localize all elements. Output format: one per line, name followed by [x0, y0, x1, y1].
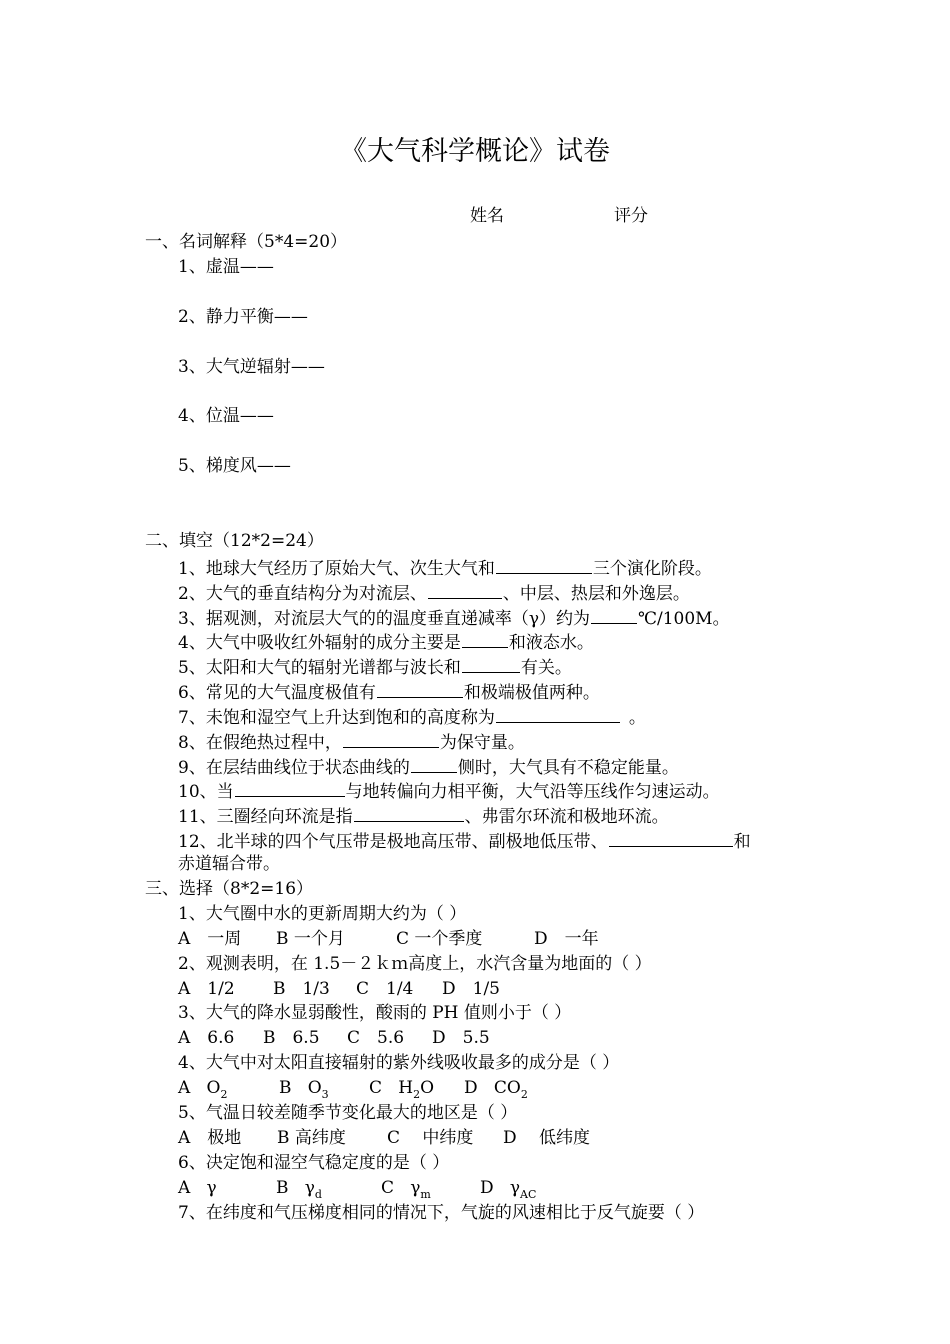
- option-d[interactable]: [464, 1080, 528, 1100]
- option-a[interactable]: [178, 1080, 227, 1100]
- fill-text: 9、在层结曲线位于状态曲线的: [178, 758, 410, 778]
- fill-text: 和液态水。: [508, 633, 594, 653]
- fill-text: 、弗雷尔环流和极地环流。: [464, 807, 669, 827]
- score-label: 评分: [614, 206, 648, 226]
- option-b[interactable]: B 一个月: [276, 929, 345, 949]
- option-c[interactable]: C 中纬度: [387, 1128, 474, 1148]
- option-a[interactable]: A 极地: [178, 1128, 242, 1148]
- fill-text: 有关。: [520, 658, 572, 678]
- option-c[interactable]: C 一个季度: [396, 929, 483, 949]
- fill-text: 5、太阳和大气的辐射光谱都与波长和: [178, 658, 461, 678]
- option-d[interactable]: D 一年: [534, 929, 599, 949]
- formula-subscript: m: [420, 1188, 431, 1201]
- formula-main: γ: [206, 1178, 217, 1198]
- fill-text: 4、大气中吸收红外辐射的成分主要是: [178, 633, 461, 653]
- fill-item-4: [178, 632, 594, 652]
- fill-text: 2、大气的垂直结构分为对流层、: [178, 584, 427, 604]
- option-d[interactable]: D 1/5: [442, 979, 500, 999]
- question-stem: 4、大气中对太阳直接辐射的紫外线吸收最多的成分是（ ）: [178, 1053, 620, 1073]
- formula-subscript: 2: [413, 1088, 421, 1101]
- answer-blank[interactable]: [377, 682, 463, 698]
- option-b[interactable]: B 1/3: [273, 979, 330, 999]
- answer-blank[interactable]: [609, 831, 733, 847]
- answer-blank[interactable]: [411, 757, 457, 773]
- answer-blank[interactable]: [496, 558, 592, 574]
- fill-item-3: [178, 608, 730, 628]
- formula-main: CO: [493, 1078, 521, 1098]
- option-b[interactable]: B 高纬度: [277, 1128, 346, 1148]
- fill-item-8: [178, 732, 525, 752]
- formula-subscript: 2: [520, 1088, 528, 1101]
- question-stem: 6、决定饱和湿空气稳定度的是（ ）: [178, 1153, 450, 1173]
- option-letter: D: [464, 1078, 478, 1098]
- option-b[interactable]: [279, 1080, 329, 1100]
- option-letter: C: [369, 1078, 383, 1098]
- fill-text: 与地转偏向力相平衡，大气沿等压线作匀速运动。: [345, 782, 720, 802]
- fill-item-5: [178, 657, 572, 677]
- option-letter: A: [178, 1178, 191, 1198]
- fill-text: 。: [628, 708, 646, 728]
- fill-item-11: [178, 806, 669, 826]
- term-item: 4、位温——: [178, 406, 274, 426]
- formula-main: γ: [410, 1178, 421, 1198]
- option-d[interactable]: D 低纬度: [503, 1128, 591, 1148]
- option-letter: B: [276, 1178, 289, 1198]
- option-a[interactable]: A 一周: [178, 929, 242, 949]
- option-letter: D: [480, 1178, 494, 1198]
- option-d[interactable]: [480, 1180, 536, 1200]
- option-letter: A: [178, 1078, 191, 1098]
- fill-text: 11、三圈经向环流是指: [178, 807, 353, 827]
- fill-text: 12、北半球的四个气压带是极地高压带、副极地低压带、: [178, 832, 608, 852]
- fill-item-9: [178, 757, 679, 777]
- question-stem: 5、气温日较差随季节变化最大的地区是（ ）: [178, 1103, 518, 1123]
- option-a[interactable]: [178, 1180, 217, 1200]
- option-b[interactable]: B 6.5: [263, 1028, 320, 1048]
- section-3-heading: 三、选择（8*2=16）: [145, 879, 314, 899]
- formula-main: H: [398, 1078, 414, 1098]
- fill-item-7: [178, 707, 646, 727]
- question-stem: 1、大气圈中水的更新周期大约为（ ）: [178, 904, 467, 924]
- answer-blank[interactable]: [235, 781, 345, 797]
- answer-blank[interactable]: [354, 806, 464, 822]
- page-title: 《大气科学概论》试卷: [340, 136, 610, 167]
- option-b[interactable]: [276, 1180, 322, 1200]
- option-d[interactable]: D 5.5: [432, 1028, 490, 1048]
- fill-text: ℃/100M。: [637, 609, 730, 629]
- formula-main: O: [206, 1078, 221, 1098]
- fill-text: 8、在假绝热过程中，: [178, 733, 342, 753]
- term-item: 1、虚温——: [178, 257, 274, 277]
- option-c[interactable]: [381, 1180, 431, 1200]
- option-letter: B: [279, 1078, 292, 1098]
- fill-text: 和: [733, 832, 751, 852]
- fill-text: 和极端极值两种。: [463, 683, 600, 703]
- term-item: 3、大气逆辐射——: [178, 357, 325, 377]
- fill-item-12-continued: 赤道辐合带。: [178, 854, 280, 874]
- fill-text: 6、常见的大气温度极值有: [178, 683, 376, 703]
- option-c[interactable]: C 5.6: [347, 1028, 405, 1048]
- fill-text: 三个演化阶段。: [592, 559, 712, 579]
- fill-item-6: [178, 682, 600, 702]
- fill-text: 3、据观测，对流层大气的的温度垂直递减率（γ）约为: [178, 609, 590, 629]
- option-c[interactable]: C 1/4: [356, 979, 414, 999]
- answer-blank[interactable]: [343, 732, 439, 748]
- option-letter: C: [381, 1178, 395, 1198]
- fill-item-12: [178, 831, 751, 851]
- fill-item-10: [178, 781, 720, 801]
- term-item: 2、静力平衡——: [178, 307, 308, 327]
- formula-subscript: d: [314, 1188, 322, 1201]
- section-1-heading: 一、名词解释（5*4=20）: [145, 232, 348, 252]
- fill-item-2: [178, 583, 690, 603]
- name-label: 姓名: [470, 206, 504, 226]
- section-2-heading: 二、填空（12*2=24）: [145, 531, 324, 551]
- answer-blank[interactable]: [496, 707, 620, 723]
- answer-blank[interactable]: [591, 608, 637, 624]
- formula-main: γ: [509, 1178, 521, 1198]
- answer-blank[interactable]: [428, 583, 502, 599]
- formula-subscript: 2: [220, 1088, 228, 1101]
- formula-main: O: [307, 1078, 322, 1098]
- option-c[interactable]: [369, 1080, 434, 1100]
- fill-text: 7、未饱和湿空气上升达到饱和的高度称为: [178, 708, 495, 728]
- formula-main: γ: [304, 1178, 315, 1198]
- answer-blank[interactable]: [462, 632, 508, 648]
- question-stem: 3、大气的降水显弱酸性，酸雨的 PH 值则小于（ ）: [178, 1003, 572, 1023]
- formula-subscript: 3: [321, 1088, 329, 1101]
- fill-text: 10、当: [178, 782, 234, 802]
- answer-blank[interactable]: [462, 657, 520, 673]
- fill-item-1: [178, 558, 712, 578]
- term-item: 5、梯度风——: [178, 456, 291, 476]
- question-stem: 2、观测表明，在 1.5－２ｋｍ高度上，水汽含量为地面的（ ）: [178, 954, 652, 974]
- option-a[interactable]: A 6.6: [178, 1028, 235, 1048]
- fill-text: 1、地球大气经历了原始大气、次生大气和: [178, 559, 495, 579]
- question-stem: 7、在纬度和气压梯度相同的情况下，气旋的风速相比于反气旋要（ ）: [178, 1203, 705, 1223]
- formula-subscript: AC: [520, 1188, 537, 1201]
- fill-text: 、中层、热层和外逸层。: [502, 584, 690, 604]
- option-a[interactable]: A 1/2: [178, 979, 235, 999]
- formula-tail: O: [420, 1078, 434, 1098]
- fill-text: 为保守量。: [439, 733, 525, 753]
- fill-text: 侧时，大气具有不稳定能量。: [457, 758, 679, 778]
